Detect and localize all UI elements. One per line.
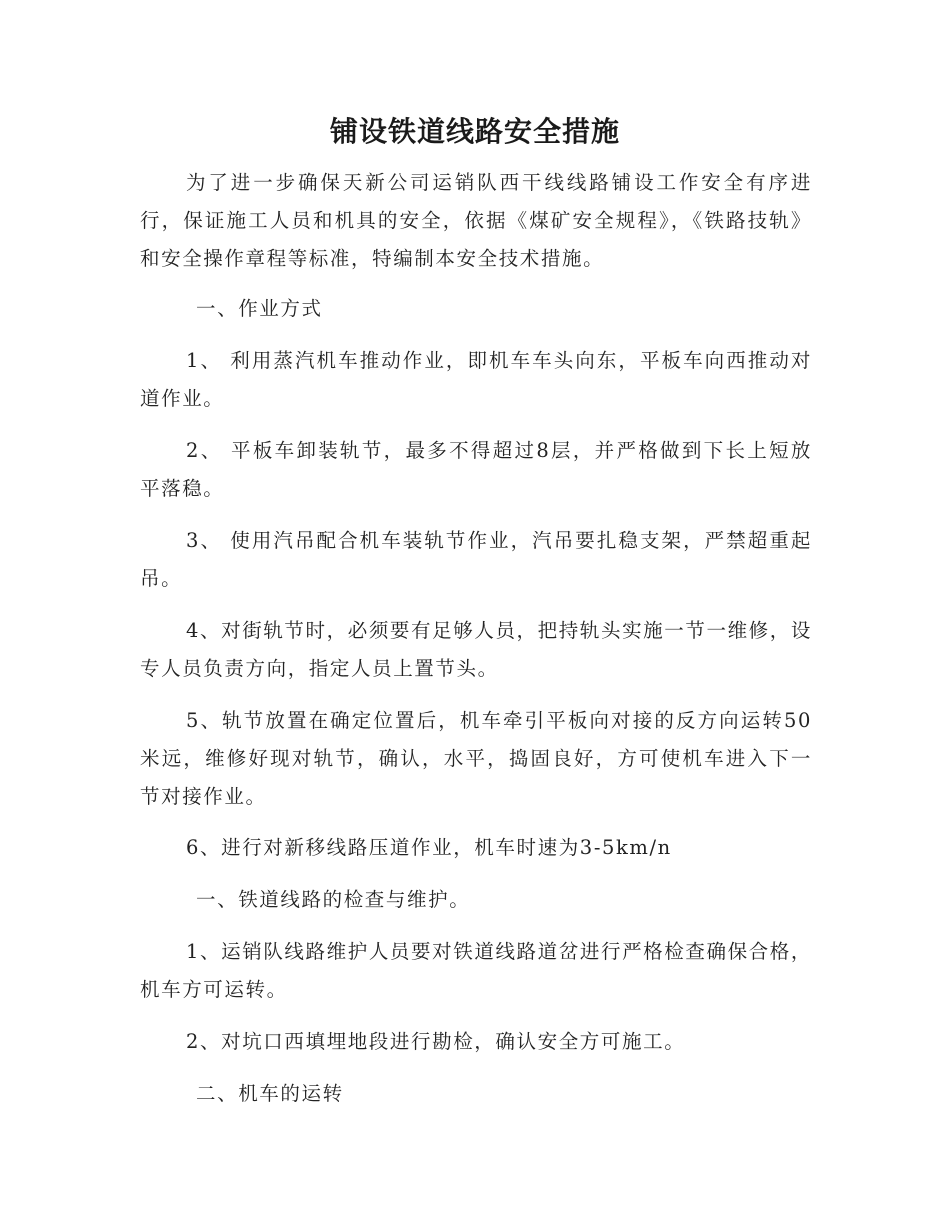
section-heading-inspection: 一、铁道线路的检查与维护。 — [196, 888, 471, 911]
list-item-3: 3、 使用汽吊配合机车装轨节作业，汽吊要扎稳支架，严禁超重起吊。 — [140, 529, 812, 590]
list-item-2: 2、 平板车卸装轨节，最多不得超过8层，并严格做到下长上短放平落稳。 — [140, 439, 812, 500]
section-heading-locomotive: 二、机车的运转 — [196, 1082, 344, 1105]
list-item-inspection-1: 1、运销队线路维护人员要对铁道线路道岔进行严格检查确保合格，机车方可运转。 — [140, 940, 812, 1001]
section-heading-work-method: 一、作业方式 — [196, 297, 323, 320]
list-item-6: 6、进行对新移线路压道作业，机车时速为3-5km/n — [186, 836, 672, 859]
document-title: 铺设铁道线路安全措施 — [329, 115, 620, 148]
list-item-inspection-2: 2、对坑口西填埋地段进行勘检，确认安全方可施工。 — [186, 1030, 686, 1053]
list-item-4: 4、对街轨节时，必须要有足够人员，把持轨头实施一节一维修，设专人员负责方向，指定人员上置节头。 — [140, 619, 812, 680]
list-item-1: 1、 利用蒸汽机车推动作业，即机车车头向东，平板车向西推动对道作业。 — [140, 349, 812, 410]
intro-paragraph: 为了进一步确保天新公司运销队西干线线路铺设工作安全有序进行，保证施工人员和机具的安全，依据《煤矿安全规程》，《铁路技轨》和安全操作章程等标准，特编制本安全技术措施。 — [140, 171, 812, 270]
list-item-5: 5、轨节放置在确定位置后，机车牵引平板向对接的反方向运转50米远，维修好现对轨节，确认，水平，捣固良好，方可使机车进入下一节对接作业。 — [140, 709, 812, 808]
